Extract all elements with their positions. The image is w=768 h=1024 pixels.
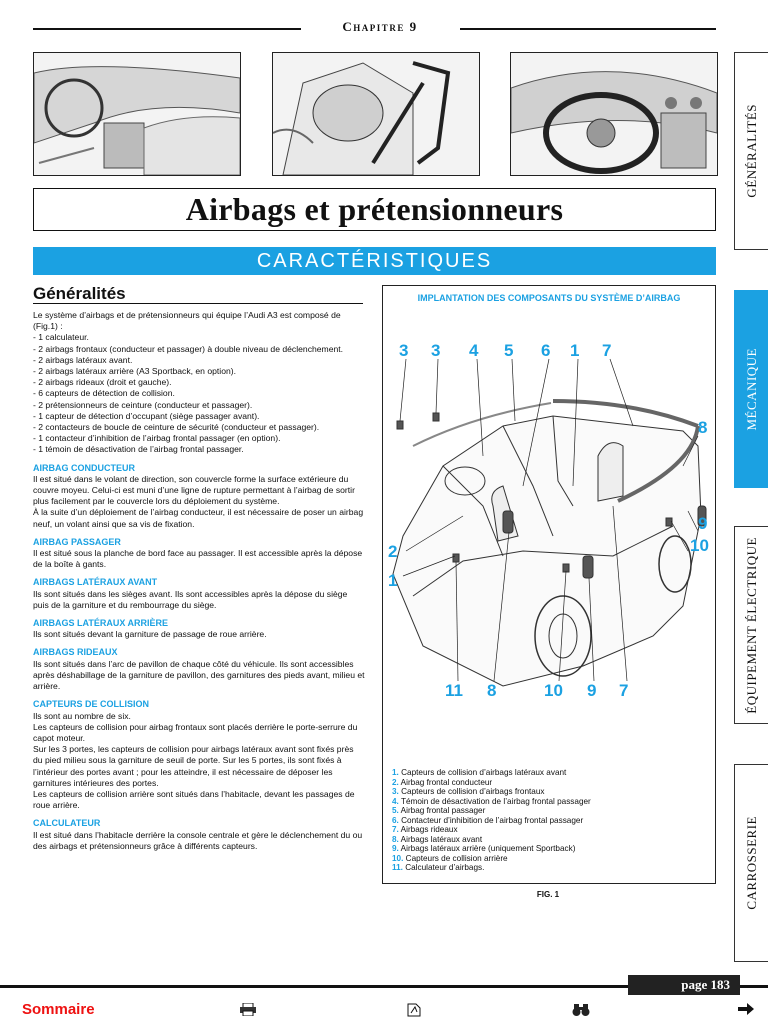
legend-item: 5. Airbag frontal passager xyxy=(392,806,486,815)
page-title-box xyxy=(33,188,716,231)
callout-bottom-8: 8 xyxy=(487,681,497,700)
legend-item: 7. Airbags rideaux xyxy=(392,825,458,834)
section-para: À la suite d’un déploiement de l’airbag conducteur, il est nécessaire de poser un airbag neuf, un volant ainsi que sa vis de fixation. xyxy=(33,507,364,529)
callout-top-1: 3 xyxy=(399,341,409,360)
intro-line: Le système d’airbags et de prétensionneurs qui équipe l’Audi A3 est composé de (Fig.1) : xyxy=(33,310,341,332)
car-diagram xyxy=(383,306,715,776)
tab-mecanique[interactable]: MÉCANIQUE xyxy=(734,290,768,488)
photo-seatbelt xyxy=(272,52,480,176)
callout-bottom-9: 9 xyxy=(587,681,597,700)
section-heading: AIRBAGS RIDEAUX xyxy=(33,647,118,658)
page-title: Airbags et prétensionneurs xyxy=(185,191,564,227)
section-para: Ils sont situés dans l’arc de pavillon de chaque côté du véhicule. Ils sont accessibles après déshabillage de la garniture de pavillon, des garnitures des pieds avant, milieu et arrière. xyxy=(33,658,365,692)
intro-line: - 2 prétensionneurs de ceinture (conducteur et passager). xyxy=(33,399,253,410)
section-para: Ils sont situés dans les sièges avant. Ils sont accessibles après la dépose du siège puis de la garniture et du rembourrage du siège. xyxy=(33,588,348,610)
legend-item: 11. Calculateur d’airbags. xyxy=(392,863,485,872)
section-para: Les capteurs de collision arrière sont situés dans l’habitacle, devant les passages de roue arrière. xyxy=(33,788,355,811)
callout-bottom-11: 11 xyxy=(445,681,463,700)
photo-cockpit xyxy=(510,52,718,176)
section-heading: CALCULATEUR xyxy=(33,818,101,829)
section-para: Sur les 3 portes, les capteurs de collision pour airbags latéraux avant sont fixés près du pied milieu sous la garniture de seuil de porte. Sur les 5 portes, ils sont fixés à l’intérieur des portes avant ; pour les atteindre, il est nécessaire de déposer les garnitures intérieures des portes. xyxy=(33,744,354,788)
callout-right-9: 9 xyxy=(698,514,708,533)
section-heading: AIRBAGS LATÉRAUX AVANT xyxy=(33,577,158,588)
section-para: Il est situé sous la planche de bord face au passager. Il est accessible après la dépose de la boîte à gants. xyxy=(33,548,363,570)
header-rule-left xyxy=(33,28,301,30)
tab-equipement-electrique[interactable]: ÉQUIPEMENT ÉLECTRIQUE xyxy=(734,526,768,724)
legend-item: 8. Airbags latéraux avant xyxy=(392,834,483,844)
intro-line: - 2 airbags latéraux arrière (A3 Sportback, en option). xyxy=(33,366,237,377)
legend-item: 1. Capteurs de collision d’airbags latéraux avant xyxy=(392,768,567,777)
section-para: Les capteurs de collision pour airbag frontaux sont placés derrière le porte-serrure du capot moteur. xyxy=(33,721,358,743)
legend-item: 2. Airbag frontal conducteur xyxy=(392,777,493,787)
legend-item: 4. Témoin de désactivation de l’airbag frontal passager xyxy=(392,796,591,806)
photo-dashboard xyxy=(33,52,241,176)
callout-top-5: 6 xyxy=(541,341,551,360)
section-para: Ils sont situés devant la garniture de passage de roue arrière. xyxy=(33,629,267,640)
sommaire-link[interactable]: Sommaire xyxy=(22,1001,95,1018)
figure-legend xyxy=(392,768,712,873)
callout-top-3: 4 xyxy=(469,341,479,360)
callout-top-6: 1 xyxy=(570,341,580,360)
intro-line: - 6 capteurs de détection de collision. xyxy=(33,388,175,399)
section-para: Il est situé dans le volant de direction, son couvercle forme la surface extérieure du couvre moyeu. Celui-ci est muni d’une ligne de rupture permettant à l’airbag de sortir plus facilement par le couvercle lors du déploiement du système. xyxy=(33,473,355,507)
section-para: Il est situé dans l’habitacle derrière la console centrale et gère le déclenchement du ou des airbags et prétensionneurs grâce à différents capteurs. xyxy=(33,829,363,851)
intro-line: - 1 capteur de détection d’occupant (siège passager avant). xyxy=(33,410,260,421)
document-icon[interactable] xyxy=(407,1003,421,1020)
figure-box xyxy=(382,285,716,884)
section-heading: CAPTEURS DE COLLISION xyxy=(33,699,150,710)
intro-line: - 2 airbags latéraux avant. xyxy=(33,354,133,365)
callout-left-2: 2 xyxy=(388,542,398,561)
legend-item: 3. Capteurs de collision d’airbags frontaux xyxy=(392,787,545,796)
figure-title: IMPLANTATION DES COMPOSANTS DU SYSTÈME D’AIRBAG xyxy=(417,293,681,303)
chapter-label: Chapitre 9 xyxy=(342,19,418,34)
binoculars-icon[interactable] xyxy=(572,1003,590,1020)
callout-bottom-7: 7 xyxy=(619,681,629,700)
section-heading: AIRBAG CONDUCTEUR xyxy=(33,462,135,473)
callout-top-7: 7 xyxy=(602,341,612,360)
intro-line: - 2 airbags rideaux (droit et gauche). xyxy=(33,377,172,388)
callout-right-8: 8 xyxy=(698,418,708,437)
header-rule-right xyxy=(460,28,716,30)
section-para: Ils sont au nombre de six. xyxy=(33,710,131,721)
tab-generalites[interactable]: GÉNÉRALITÉS xyxy=(734,52,768,250)
callout-top-2: 3 xyxy=(431,341,441,360)
callout-bottom-10: 10 xyxy=(544,681,563,700)
intro-line: - 1 contacteur d’inhibition de l’airbag frontal passager (en option). xyxy=(33,433,281,444)
subsection-heading: Généralités xyxy=(33,284,126,303)
intro-line: - 1 calculateur. xyxy=(33,332,89,343)
callout-left-1: 1 xyxy=(388,571,398,590)
legend-item: 10. Capteurs de collision arrière xyxy=(392,853,508,863)
figure-caption: FIG. 1 xyxy=(536,890,560,899)
body-text xyxy=(33,310,365,852)
intro-line: - 1 témoin de désactivation de l’airbag frontal passager. xyxy=(33,444,244,455)
next-arrow-icon[interactable] xyxy=(738,1003,754,1018)
tab-carrosserie[interactable]: CARROSSERIE xyxy=(734,764,768,962)
callout-top-4: 5 xyxy=(504,341,514,360)
page-number: page 183 xyxy=(628,975,740,995)
print-icon[interactable] xyxy=(240,1003,256,1019)
legend-item: 6. Contacteur d’inhibition de l’airbag frontal passager xyxy=(392,815,584,825)
subsection-rule xyxy=(33,303,363,304)
intro-line: - 2 airbags frontaux (conducteur et passager) à double niveau de déclenchement. xyxy=(33,343,344,354)
section-heading: AIRBAGS LATÉRAUX ARRIÈRE xyxy=(33,618,169,629)
intro-line: - 2 contacteurs de boucle de ceinture de sécurité (conducteur et passager). xyxy=(33,422,320,433)
section-banner: CARACTÉRISTIQUES xyxy=(33,247,716,275)
legend-item: 9. Airbags latéraux arrière (uniquement Sportback) xyxy=(392,844,576,853)
callout-right-10: 10 xyxy=(690,536,709,555)
section-heading: AIRBAG PASSAGER xyxy=(33,536,121,547)
